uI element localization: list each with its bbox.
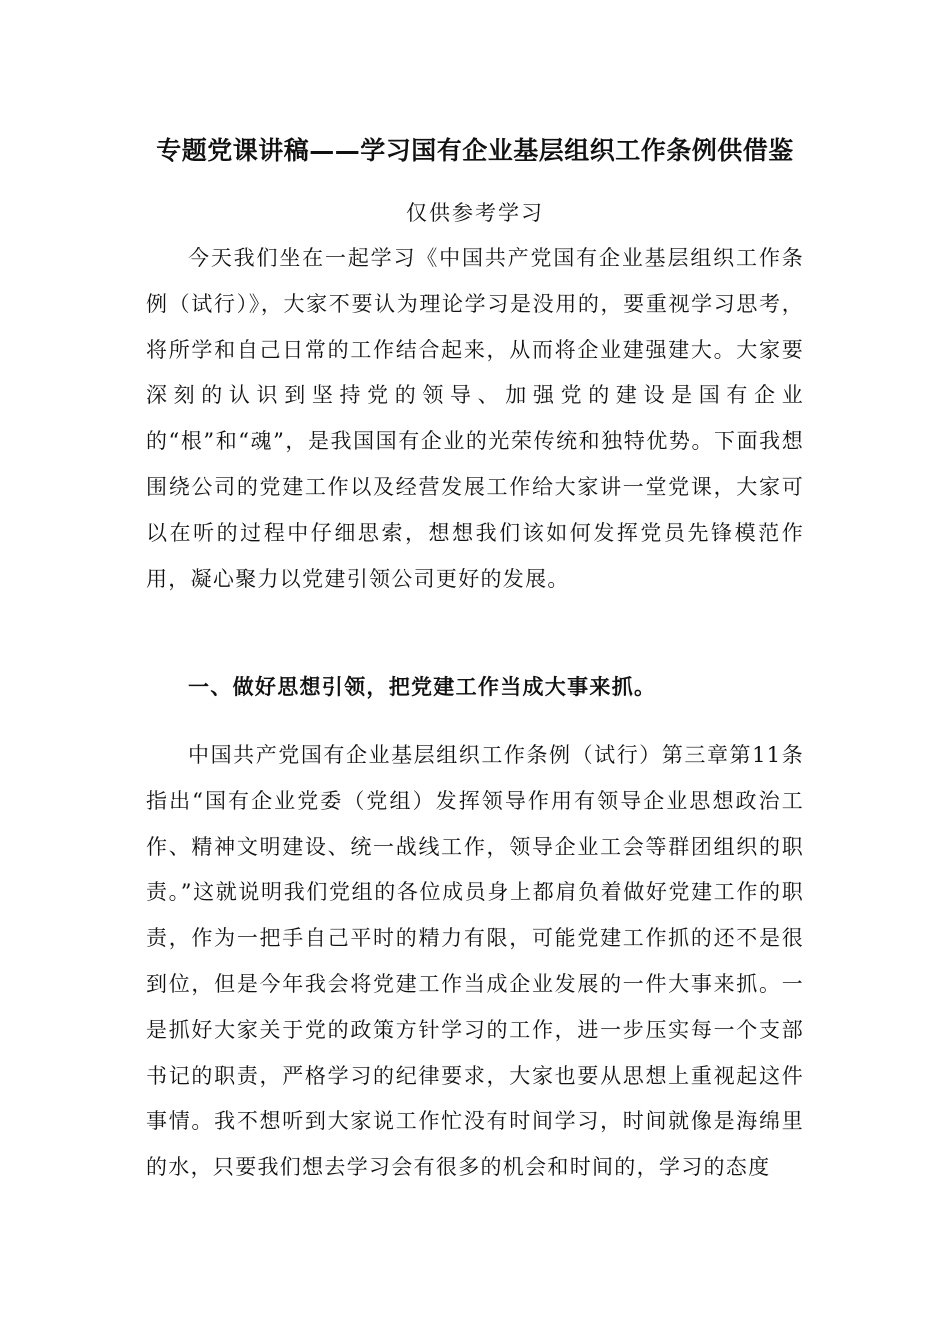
section-1-paragraph: 中国共产党国有企业基层组织工作条例（试行）第三章第11条指出“国有企业党委（党组）发挥领导作用有领导企业思想政治工作、精神文明建设、统一战线工作，领导企业工会等群团组织的职责。”这就说明我们党组的各位成员身上都肩负着做好党建工作的职责，作为一把手自己平时的精力有限，可能党建工作抓的还不是很到位，但是今年我会将党建工作当成企业发展的一件大事来抓。一是抓好大家关于党的政策方针学习的工作，进一步压实每一个支部书记的职责，严格学习的纪律要求，大家也要从思想上重视起这件事情。我不想听到大家说工作忙没有时间学习，时间就像是海绵里的水，只要我们想去学习会有很多的机会和时间的，学习的态度 bbox=[146, 743, 804, 1180]
section-1-heading: 一、做好思想引领，把党建工作当成大事来抓。 bbox=[188, 674, 657, 699]
section-1-body bbox=[146, 733, 804, 1191]
intro-paragraph: 今天我们坐在一起学习《中国共产党国有企业基层组织工作条例（试行）》，大家不要认为理论学习是没用的，要重视学习思考，将所学和自己日常的工作结合起来，从而将企业建强建大。大家要深刻的认识到坚持党的领导、加强党的建设是国有企业的“根”和“魂”，是我国国有企业的光荣传统和独特优势。下面我想围绕公司的党建工作以及经营发展工作给大家讲一堂党课，大家可以在听的过程中仔细思索，想想我们该如何发挥党员先锋模范作用，凝心聚力以党建引领公司更好的发展。 bbox=[146, 246, 804, 591]
document-subtitle: 仅供参考学习 bbox=[406, 201, 544, 225]
intro-section bbox=[146, 236, 804, 602]
document-title: 专题党课讲稿——学习国有企业基层组织工作条例供借鉴 bbox=[156, 136, 794, 165]
